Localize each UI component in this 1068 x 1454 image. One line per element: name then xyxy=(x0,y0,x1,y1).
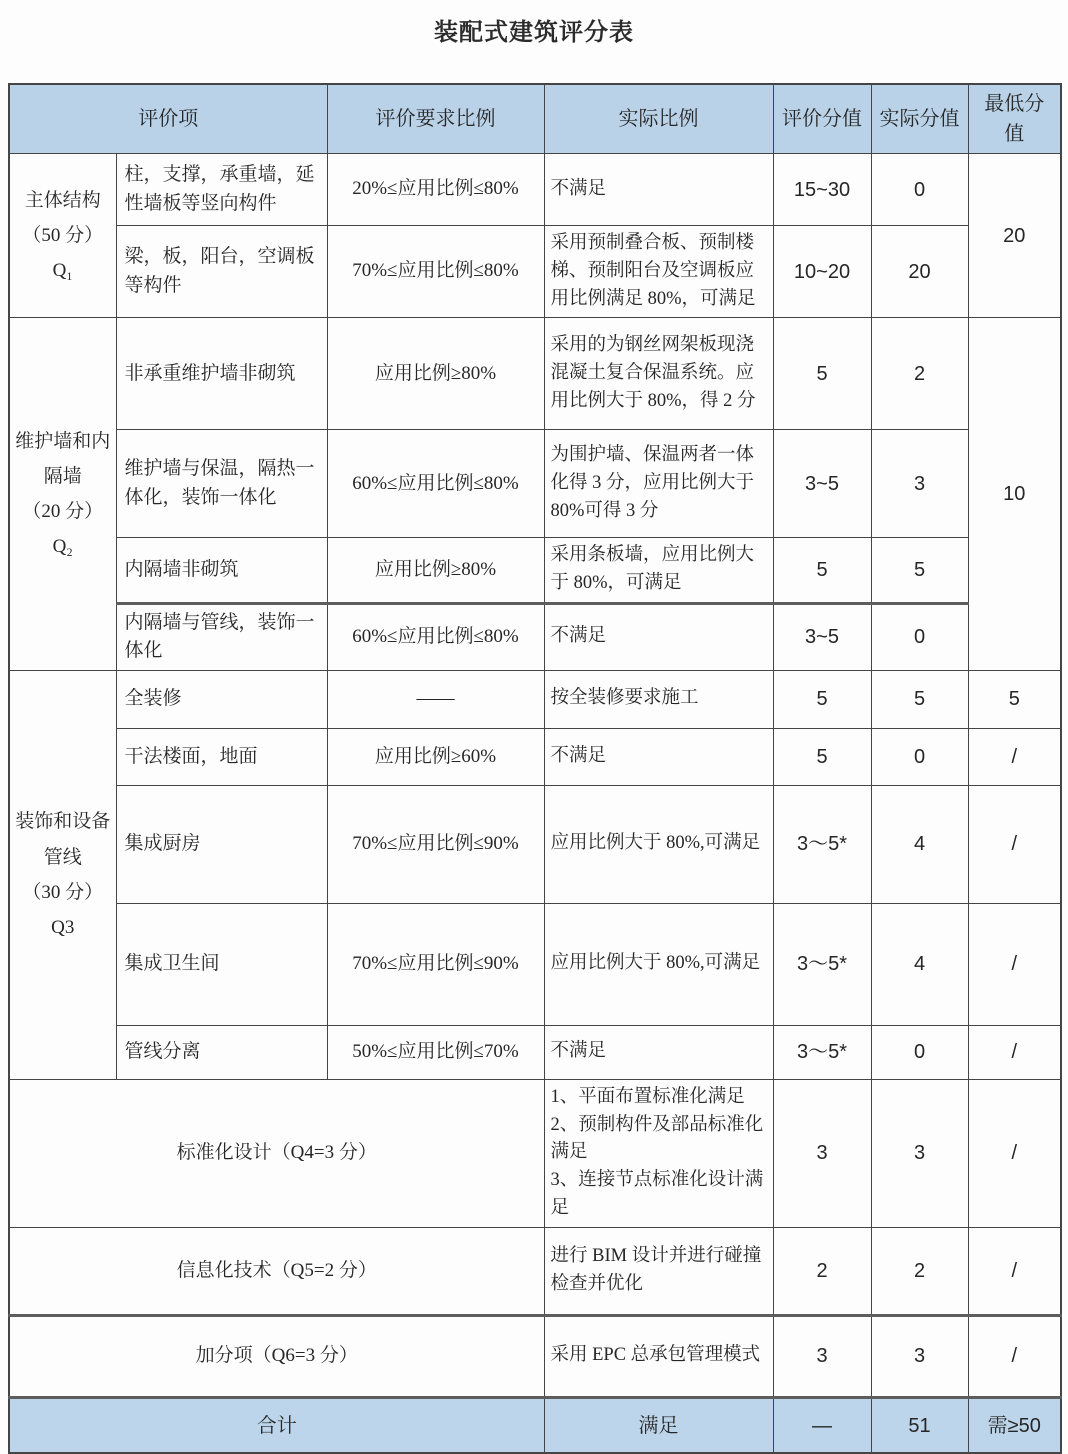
min-score-cell: / xyxy=(968,1079,1061,1227)
total-actual-cell: 满足 xyxy=(544,1397,773,1453)
required-ratio-cell: 应用比例≥80% xyxy=(327,538,544,604)
item-cell: 维护墙与保温，隔热一体化，装饰一体化 xyxy=(116,430,327,538)
q4-actual-line: 3、连接节点标准化设计满足 xyxy=(550,1170,764,1218)
header-actual-ratio-cell: 实际比例 xyxy=(544,84,773,154)
actual-ratio-cell: 采用条板墙，应用比例大于 80%，可满足 xyxy=(544,538,773,604)
actual-ratio-cell: 为围护墙、保温两者一体化得 3 分，应用比例大于 80%可得 3 分 xyxy=(544,430,773,538)
eval-score-cell: 3～5* xyxy=(773,785,871,903)
total-min-cell: 需≥50 xyxy=(968,1397,1061,1453)
actual-score-cell: 4 xyxy=(871,785,968,903)
eval-score-cell: 5 xyxy=(773,318,871,430)
actual-ratio-cell xyxy=(544,1079,773,1227)
total-score-cell: 51 xyxy=(871,1397,968,1453)
score-table xyxy=(8,83,1062,1454)
header-eval-score-cell: 评价分值 xyxy=(773,84,871,154)
required-ratio-cell: 60%≤应用比例≤80% xyxy=(327,430,544,538)
eval-score-cell: 5 xyxy=(773,538,871,604)
item-cell: 集成卫生间 xyxy=(116,903,327,1025)
group-name: 主体结构 xyxy=(24,189,101,211)
actual-ratio-cell: 不满足 xyxy=(544,603,773,670)
item-cell: 干法楼面，地面 xyxy=(116,728,327,785)
item-cell: 全装修 xyxy=(116,670,327,728)
total-eval-cell: — xyxy=(773,1397,871,1453)
actual-score-cell: 5 xyxy=(871,670,968,728)
actual-score-cell: 20 xyxy=(871,226,968,318)
required-ratio-cell: 20%≤应用比例≤80% xyxy=(327,154,544,226)
eval-score-cell: 3 xyxy=(773,1315,871,1397)
actual-ratio-cell: 进行 BIM 设计并进行碰撞检查并优化 xyxy=(544,1227,773,1315)
item-cell: 梁，板，阳台，空调板等构件 xyxy=(116,226,327,318)
actual-score-cell: 5 xyxy=(871,538,968,604)
item-cell: 非承重维护墙非砌筑 xyxy=(116,318,327,430)
eval-score-cell: 10~20 xyxy=(773,226,871,318)
eval-score-cell: 3 xyxy=(773,1079,871,1227)
group-score: （30 分） xyxy=(22,881,104,903)
group-q-label: Q₂ xyxy=(52,536,73,558)
group-q-label: Q₁ xyxy=(52,260,73,282)
item-cell: 内隔墙与管线，装饰一体化 xyxy=(116,603,327,670)
q2-group-cell xyxy=(9,318,116,671)
actual-score-cell: 0 xyxy=(871,1025,968,1079)
actual-score-cell: 0 xyxy=(871,728,968,785)
actual-score-cell: 3 xyxy=(871,1315,968,1397)
q3-group-cell xyxy=(9,670,116,1079)
q4-label-cell: 标准化设计（Q4=3 分） xyxy=(9,1079,544,1227)
eval-score-cell: 5 xyxy=(773,728,871,785)
header-actual-score-cell: 实际分值 xyxy=(871,84,968,154)
actual-score-cell: 0 xyxy=(871,154,968,226)
actual-ratio-cell: 不满足 xyxy=(544,154,773,226)
min-score-cell: 20 xyxy=(968,154,1061,318)
actual-ratio-cell: 应用比例大于 80%,可满足 xyxy=(544,903,773,1025)
eval-score-cell: 3~5 xyxy=(773,603,871,670)
q6-label-cell: 加分项（Q6=3 分） xyxy=(9,1315,544,1397)
eval-score-cell: 3～5* xyxy=(773,1025,871,1079)
actual-score-cell: 0 xyxy=(871,603,968,670)
min-score-cell: / xyxy=(968,1227,1061,1315)
group-name: 维护墙和内隔墙 xyxy=(15,430,111,487)
q1-group-cell xyxy=(9,154,116,318)
required-ratio-cell: 应用比例≥60% xyxy=(327,728,544,785)
actual-score-cell: 2 xyxy=(871,1227,968,1315)
eval-score-cell: 2 xyxy=(773,1227,871,1315)
q4-actual-line: 1、平面布置标准化满足 xyxy=(550,1086,745,1107)
actual-ratio-cell: 不满足 xyxy=(544,1025,773,1079)
actual-ratio-cell: 采用的为钢丝网架板现浇混凝土复合保温系统。应用比例大于 80%，得 2 分 xyxy=(544,318,773,430)
actual-ratio-cell: 不满足 xyxy=(544,728,773,785)
actual-score-cell: 3 xyxy=(871,430,968,538)
actual-ratio-cell: 采用预制叠合板、预制楼梯、预制阳台及空调板应用比例满足 80%，可满足 xyxy=(544,226,773,318)
item-cell: 柱，支撑，承重墙，延性墙板等竖向构件 xyxy=(116,154,327,226)
actual-ratio-cell: 应用比例大于 80%,可满足 xyxy=(544,785,773,903)
eval-score-cell: 5 xyxy=(773,670,871,728)
min-score-cell: / xyxy=(968,728,1061,785)
group-score: （20 分） xyxy=(22,501,104,522)
actual-score-cell: 3 xyxy=(871,1079,968,1227)
q5-label-cell: 信息化技术（Q5=2 分） xyxy=(9,1227,544,1315)
actual-ratio-cell: 按全装修要求施工 xyxy=(544,670,773,728)
header-item-cell: 评价项 xyxy=(9,84,327,154)
required-ratio-cell: 70%≤应用比例≤90% xyxy=(327,903,544,1025)
header-required-ratio-cell: 评价要求比例 xyxy=(327,84,544,154)
eval-score-cell: 3～5* xyxy=(773,903,871,1025)
group-name: 装饰和设备管线 xyxy=(15,811,111,868)
total-label-cell: 合计 xyxy=(9,1397,544,1453)
header-min-score-cell: 最低分值 xyxy=(968,84,1061,154)
item-cell: 集成厨房 xyxy=(116,785,327,903)
min-score-cell: / xyxy=(968,785,1061,903)
item-cell: 管线分离 xyxy=(116,1025,327,1079)
required-ratio-cell: 50%≤应用比例≤70% xyxy=(327,1025,544,1079)
eval-score-cell: 3~5 xyxy=(773,430,871,538)
page-title: 装配式建筑评分表 xyxy=(434,20,634,46)
min-score-cell: / xyxy=(968,1315,1061,1397)
required-ratio-cell: 70%≤应用比例≤90% xyxy=(327,785,544,903)
eval-score-cell: 15~30 xyxy=(773,154,871,226)
actual-ratio-cell: 采用 EPC 总承包管理模式 xyxy=(544,1315,773,1397)
group-q-label: Q3 xyxy=(51,916,75,938)
required-ratio-cell: —— xyxy=(327,670,544,728)
group-score: （50 分） xyxy=(22,225,104,247)
item-cell: 内隔墙非砌筑 xyxy=(116,538,327,604)
actual-score-cell: 2 xyxy=(871,318,968,430)
required-ratio-cell: 70%≤应用比例≤80% xyxy=(327,226,544,318)
required-ratio-cell: 60%≤应用比例≤80% xyxy=(327,603,544,670)
min-score-cell: 5 xyxy=(968,670,1061,728)
q4-actual-line: 2、预制构件及部品标准化满足 xyxy=(550,1114,764,1163)
actual-score-cell: 4 xyxy=(871,903,968,1025)
min-score-cell: 10 xyxy=(968,318,1061,671)
min-score-cell: / xyxy=(968,903,1061,1025)
required-ratio-cell: 应用比例≥80% xyxy=(327,318,544,430)
min-score-cell: / xyxy=(968,1025,1061,1079)
